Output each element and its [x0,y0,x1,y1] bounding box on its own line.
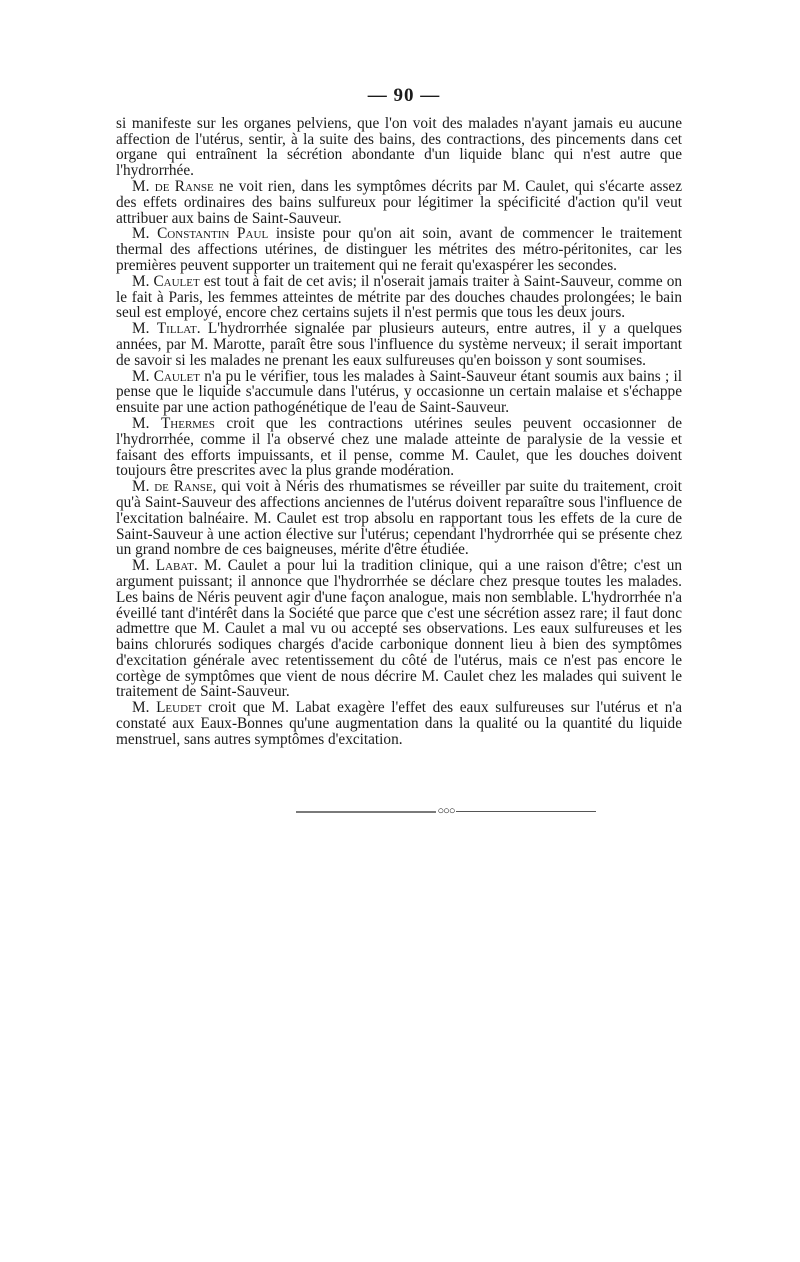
speaker-name: Leudet [156,699,202,717]
speaker-name: Labat [155,557,194,575]
ornament-rule-left [296,811,436,812]
paragraph-text: croit que les contractions utérines seules peuvent occasionner de l'hydrorrhée, comme il l'a observé chez une malade atteinte de paralysie de la vessie et faisant des efforts impuissants, et il pense, comme M. Caulet, que les douches doivent toujours être prescrites avec la plus grande modération. [116,414,682,480]
speaker-prefix: M. [132,699,157,717]
paragraph-text: si manifeste sur les organes pelviens, que l'on voit des malades n'ayant jamais eu aucune affection de l'utérus, sentir, à la suite des bains, des contractions, des pincements dans cet organe qui entraînent la sécrétion abondante d'un liquide blanc qui n'est autre que l'hydrorrhée. [116,114,682,180]
paragraph-thermes [116,416,682,479]
speaker-name: Constantin Paul [157,225,269,243]
paragraph-leudet [116,700,682,747]
speaker-name: Thermes [160,414,215,432]
speaker-prefix: M. [132,478,155,496]
book-page [116,85,683,819]
speaker-prefix: M. [132,272,154,290]
ornament-mark: ○○○ [437,804,455,817]
paragraph-text: est tout à fait de cet avis; il n'oserait jamais traiter à Saint-Sauveur, comme on le fait à Paris, les femmes atteintes de métrite par des douches chaudes prolongées; le bain seul est employé, encore chez certains sujets il n'est permis que tous les deux jours. [116,272,682,322]
speaker-prefix: M. [132,225,158,243]
speaker-prefix: M. [132,320,157,338]
paragraph-text: croit que M. Labat exagère l'effet des eaux sulfureuses sur l'utérus et n'a constaté aux Eaux-Bonnes qu'une augmentation dans la qualité ou la quantité du liquide menstruel, sans autres symptômes d'excitation. [116,699,682,748]
paragraph-caulet-1 [116,274,682,321]
speaker-name: Caulet [153,367,200,385]
paragraph-text: insiste pour qu'on ait soin, avant de commencer le traitement thermal des affections utérines, de distinguer les métrites des métro-péritonites, car les premières peuvent supporter un traitement qui ne ferait qu'exaspérer les secondes. [116,225,683,274]
speaker-name: Tillat [156,320,197,338]
paragraph-continuation [116,116,682,179]
speaker-name: Caulet [153,272,200,290]
paragraph-constantin-paul [116,226,682,273]
speaker-prefix: M. [132,414,161,432]
paragraph-labat [116,558,682,700]
page-number: — 90 — [367,85,441,106]
paragraph-text: ne voit rien, dans les symptômes décrits par M. Caulet, qui s'écarte assez des effets ordinaires des bains sulfureux pour légitimer la spécificité d'action qu'il veut attribuer aux bains de Saint-Sauveur. [116,177,683,227]
paragraph-text: n'a pu le vérifier, tous les malades à Saint-Sauveur étant soumis aux bains ; il pense que le liquide s'accumule dans l'utérus, y occasionne un certain malaise et s'échappe ensuite par une action pathogénétique de l'eau de Saint-Sauveur. [116,367,683,417]
paragraph-de-ranse-1 [116,179,682,226]
speaker-name: de Ranse [154,478,213,496]
paragraph-de-ranse-2 [116,479,682,558]
paragraph-text: . L'hydrorrhée signalée par plusieurs auteurs, entre autres, il y a quelques années, par M. Marotte, paraît être sous l'influence du système nerveux; il serait important de savoir si les malades ne prenant les eaux sulfureuses qu'en boisson y sont soumises. [116,320,682,369]
speaker-prefix: M. [132,557,156,575]
speaker-prefix: M. [132,177,155,195]
body-text [116,116,682,748]
paragraph-text: . M. Caulet a pour lui la tradition clinique, qui a une raison d'être; c'est un argument puissant; il annonce que l'hydrorrhée se déclare chez presque toutes les malades. Les bains de Néris peuvent agir d'une façon analogue, mais non semblable. L'hydrorrhée n'a éveillé tant d'intérêt dans la Société que parce que c'est une sécrétion assez rare; il faut donc admettre que M. Caulet a mal vu ou accepté ses observations. Les eaux sulfureuses et les bains chlorurés sodiques chargés d'acide carbonique donnent lieu à bien des symptômes d'excitation générale avec retentissement du côté de l'utérus, mais ce n'est pas encore le cortège de symptômes que vient de nous décrire M. Caulet chez les malades qui suivent le traitement de Saint-Sauveur. [116,557,682,701]
speaker-name: de Ranse [154,177,214,195]
paragraph-text: , qui voit à Néris des rhumatismes se réveiller par suite du traitement, croit qu'à Saint-Sauveur des affections anciennes de l'utérus doivent reparaître sous l'influence de l'excitation balnéaire. M. Caulet est trop absolu en rapportant tous les effets de la cure de Saint-Sauveur à une action élective sur l'utérus; cependant l'hydrorrhée qui se présente chez un grand nombre de ces baigneuses, mérite d'être étudiée. [116,478,683,559]
speaker-prefix: M. [132,367,154,385]
paragraph-caulet-2 [116,369,682,416]
ornament-rule-right [456,811,596,812]
section-end-ornament [296,804,596,820]
paragraph-tillat [116,321,682,368]
